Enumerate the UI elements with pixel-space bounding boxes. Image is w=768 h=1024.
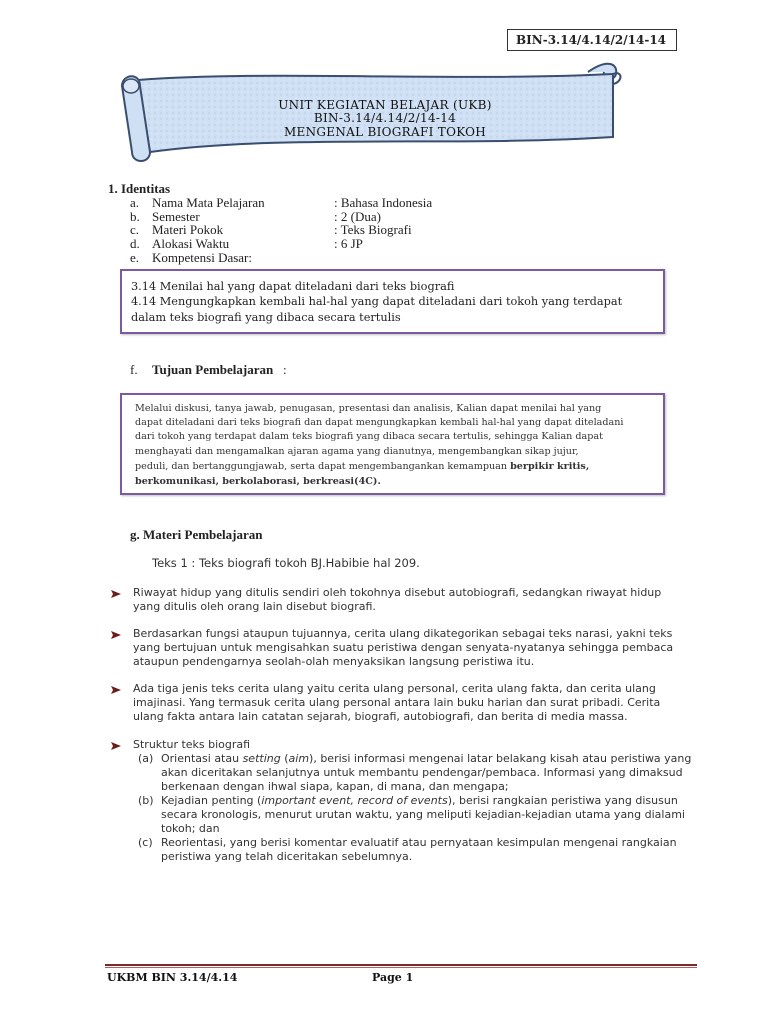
struktur-a-line1: [161, 752, 691, 765]
tujuan-line: menghayati dan mengamalkan ajaran agama yang dianutnya, mengembangkan sikap jujur,: [135, 446, 579, 457]
identitas-label: Kompetensi Dasar:: [152, 250, 253, 265]
struktur-c-line2: peristiwa yang telah diceritakan sebelumnya.: [161, 850, 413, 863]
struktur-a-line3: berkenaan dengan ihwal siapa, kapan, di mana, dan mengapa;: [161, 780, 509, 793]
identitas-label: Semester: [152, 209, 200, 224]
materi-bullet-line: yang ditulis oleh orang lain disebut biografi.: [133, 600, 376, 613]
materi-bullet-line: imajinasi. Yang termasuk cerita ulang personal antara lain buku harian dan surat pribadi. Cerita: [133, 696, 661, 709]
footer-code: UKBM BIN 3.14/4.14: [107, 971, 238, 984]
tujuan-line-with-bold: [135, 461, 589, 472]
identitas-value: : Teks Biografi: [334, 222, 412, 237]
kd-4-14-cont: dalam teks biografi yang dibaca secara tertulis: [131, 311, 401, 324]
materi-bullet-line: ataupun pendengarnya seolah-olah menyaksikan langsung peristiwa itu.: [133, 655, 535, 668]
identitas-heading: 1. Identitas: [108, 181, 171, 196]
identitas-letter: a.: [130, 195, 140, 210]
struktur-a-text: (: [280, 752, 289, 765]
tujuan-line: dari tokoh yang terdapat dalam teks biografi yang dibaca secara tertulis, sehingga Kalian dapat: [135, 431, 603, 442]
struktur-b-text: ), berisi rangkaian peristiwa yang disusun: [447, 794, 678, 807]
identitas-value: : Bahasa Indonesia: [334, 195, 433, 210]
identitas-letter: e.: [130, 250, 140, 265]
materi-bullet-line: ulang fakta antara lain catatan sejarah, biografi, autobiografi, dan berita di media massa.: [133, 710, 628, 723]
identitas-letter: d.: [130, 236, 140, 251]
identitas-label: Materi Pokok: [152, 222, 224, 237]
struktur-b-label: (b): [138, 794, 154, 807]
struktur-b-italic: important event, record of events: [261, 794, 448, 807]
arrow-bullet-icon: [110, 629, 122, 641]
banner-title: UNIT KEGIATAN BELAJAR (UKB): [278, 98, 492, 112]
materi-heading: g. Materi Pembelajaran: [130, 527, 263, 542]
materi-teks: Teks 1 : Teks biografi tokoh BJ.Habibie hal 209.: [152, 556, 420, 570]
banner-code: BIN-3.14/4.14/2/14-14: [313, 111, 457, 125]
footer-rule: [105, 964, 697, 966]
identitas-value: : 6 JP: [334, 236, 363, 251]
kd-4-14: 4.14 Mengungkapkan kembali hal-hal yang dapat diteladani dari tokoh yang terdapat: [131, 295, 623, 308]
identitas-letter: b.: [130, 209, 140, 224]
struktur-a-text: Orientasi atau: [161, 752, 243, 765]
identitas-letter: c.: [130, 222, 140, 237]
page-number: Page 1: [372, 971, 414, 984]
tujuan-bold-line: berkomunikasi, berkolaborasi, berkreasi(4C).: [135, 476, 381, 487]
identitas-label: Nama Mata Pelajaran: [152, 195, 265, 210]
identitas-value: : 2 (Dua): [334, 209, 381, 224]
struktur-b-line3: tokoh; dan: [161, 822, 220, 835]
identitas-label: Alokasi Waktu: [152, 236, 230, 251]
struktur-c-line1: Reorientasi, yang berisi komentar evaluatif atau pernyataan kesimpulan mengenai rangkaian: [161, 836, 677, 849]
struktur-b-line1: [161, 794, 678, 807]
struktur-a-text: ), berisi informasi mengenai latar belakang kisah atau peristiwa yang: [309, 752, 692, 765]
banner-subtitle: MENGENAL BIOGRAFI TOKOH: [283, 125, 487, 139]
footer-rule-thin: [105, 967, 697, 968]
struktur-a-label: (a): [138, 752, 154, 765]
arrow-bullet-icon: [110, 740, 122, 752]
arrow-bullet-icon: [110, 684, 122, 696]
materi-bullet-line: Riwayat hidup yang ditulis sendiri oleh tokohnya disebut autobiografi, sedangkan riwayat hidup: [133, 586, 662, 599]
tujuan-line: peduli, dan bertanggungjawab, serta dapat mengembangankan kemampuan: [135, 461, 511, 472]
tujuan-line: dapat diteladani dari teks biografi dan dapat mengungkapkan kembali hal-hal yang dapat diteladani: [135, 417, 624, 428]
kd-3-14: 3.14 Menilai hal yang dapat diteladani dari teks biografi: [131, 280, 455, 293]
struktur-b-text: Kejadian penting (: [161, 794, 262, 807]
arrow-bullet-icon: [110, 588, 122, 600]
tujuan-letter: f.: [130, 362, 138, 377]
struktur-a-italic: setting: [242, 752, 281, 765]
tujuan-colon: :: [283, 362, 287, 377]
tujuan-line: Melalui diskusi, tanya jawab, penugasan, presentasi dan analisis, Kalian dapat menilai hal yang: [135, 403, 602, 414]
struktur-c-label: (c): [138, 836, 153, 849]
tujuan-heading: Tujuan Pembelajaran: [152, 362, 274, 377]
materi-bullet-line: Berdasarkan fungsi ataupun tujuannya, cerita ulang dikategorikan sebagai teks narasi, yakni teks: [133, 627, 673, 640]
struktur-b-line2: secara kronologis, menurut urutan waktu, yang meliputi kejadian-kejadian utama yang dialami: [161, 808, 685, 821]
materi-bullet-line: yang bertujuan untuk mengisahkan suatu peristiwa dengan senyata-nyatanya sehingga pembaca: [133, 641, 674, 654]
struktur-a-line2: akan diceritakan selanjutnya untuk membantu pendengar/pembaca. Informasi yang dimaksud: [161, 766, 683, 779]
document-code: BIN-3.14/4.14/2/14-14: [507, 29, 677, 51]
struktur-a-italic: aim: [288, 752, 310, 765]
tujuan-bold-tail: berpikir kritis,: [510, 461, 590, 472]
struktur-title: Struktur teks biografi: [133, 738, 251, 751]
materi-bullet-line: Ada tiga jenis teks cerita ulang yaitu cerita ulang personal, cerita ulang fakta, dan cerita ulang: [133, 682, 656, 695]
